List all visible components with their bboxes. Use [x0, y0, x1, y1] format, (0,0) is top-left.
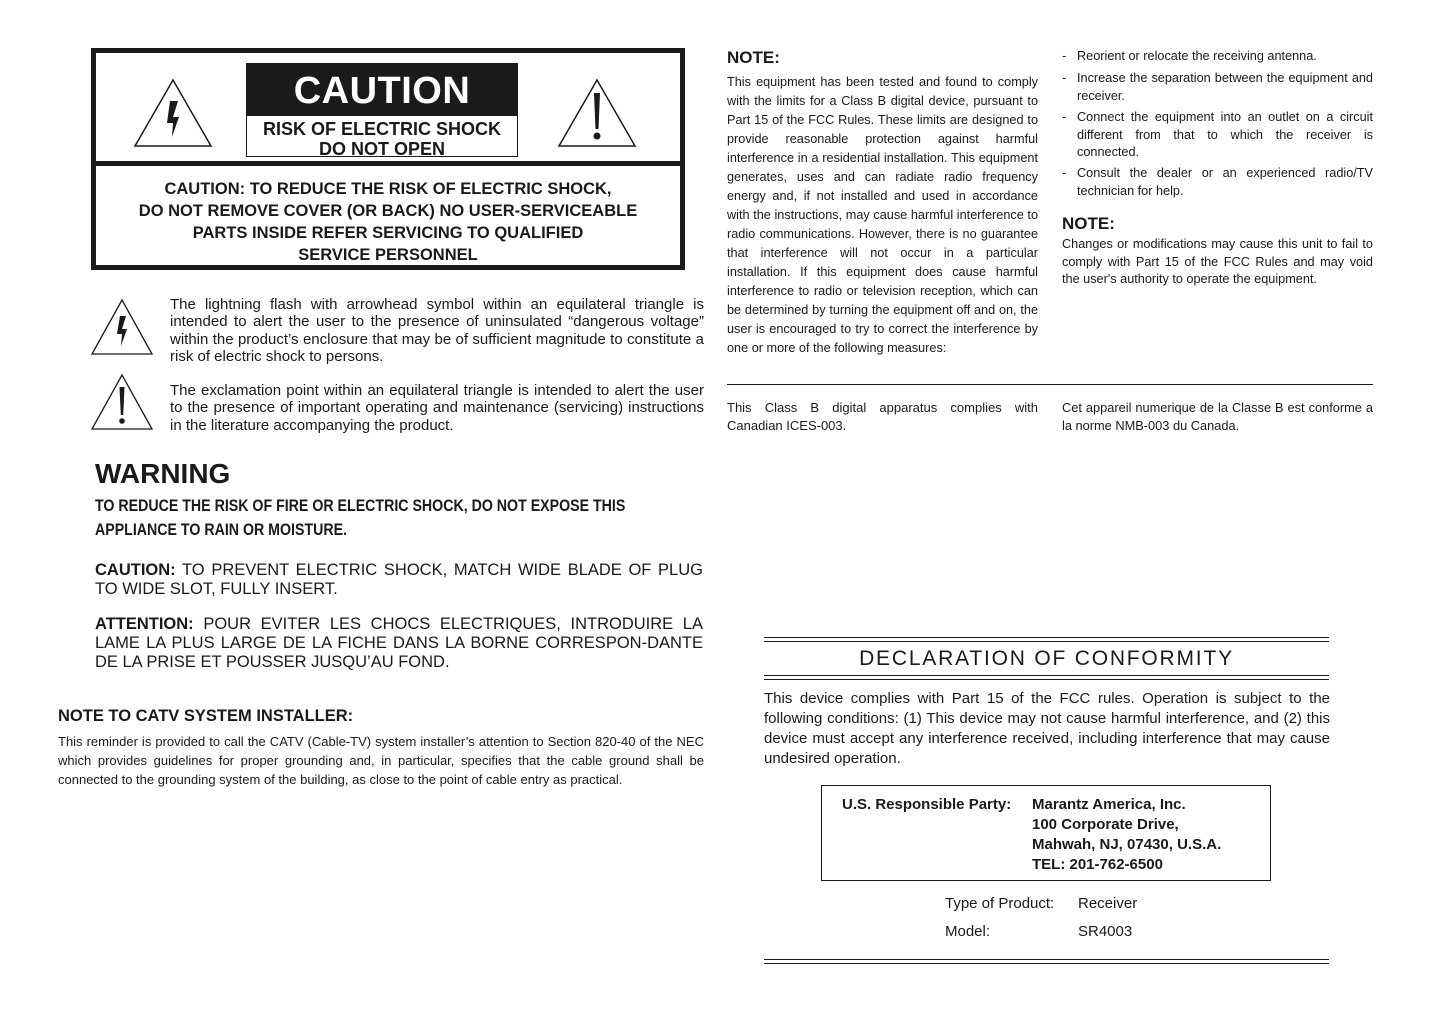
plug-caution-label: CAUTION:: [95, 561, 176, 579]
declaration-text: This device complies with Part 15 of the FCC rules. Operation is subject to the following conditions: (1) This device may not cause harmful interference, and (2) this device must accept any interference received, including interference that may cause undesired operation.: [764, 690, 1330, 767]
plug-caution-paragraph: [95, 561, 703, 599]
model-value: SR4003: [1078, 923, 1133, 940]
responsible-party-line: Mahwah, NJ, 07430, U.S.A.: [1032, 836, 1222, 853]
measure-text: Consult the dealer or an experienced radio/TV technician for help.: [1077, 166, 1373, 198]
note2-title: NOTE:: [1062, 214, 1115, 233]
section-divider: [727, 384, 1373, 385]
exclamation-triangle-icon: [90, 373, 154, 431]
product-type-value: Receiver: [1078, 895, 1138, 912]
measure-text: Reorient or relocate the receiving antenna.: [1077, 49, 1317, 63]
catv-text: This reminder is provided to call the CATV (Cable-TV) system installer’s attention to Section 820-40 of the NEC which provides guidelines for proper grounding and, in particular, specifies that the cable ground shall be connected to the grounding system of the building, as close to the point of cable entry as practical.: [58, 734, 704, 787]
model-label: Model:: [945, 923, 991, 940]
declaration-title: DECLARATION OF CONFORMITY: [859, 647, 1234, 670]
attention-label: ATTENTION:: [95, 615, 194, 633]
canadian-english-text: This Class B digital apparatus complies with Canadian ICES-003.: [727, 400, 1038, 433]
measure-text: Connect the equipment into an outlet on a circuit different from that to which the receiver is connected.: [1077, 110, 1373, 159]
lightning-triangle-icon: [90, 298, 154, 356]
product-type-label: Type of Product:: [945, 895, 1055, 912]
caution-body-line: DO NOT REMOVE COVER (OR BACK) NO USER-SERVICEABLE: [138, 202, 638, 220]
caution-title-block: [246, 63, 518, 157]
responsible-party-label: U.S. Responsible Party:: [842, 796, 1012, 813]
exclamation-symbol-text: The exclamation point within an equilateral triangle is intended to alert the user to the presence of important operating and maintenance (servicing) instructions in the literature accompanying the product.: [170, 382, 704, 434]
attention-paragraph: [95, 615, 703, 672]
warning-text: TO REDUCE THE RISK OF FIRE OR ELECTRIC SHOCK, DO NOT EXPOSE THIS APPLIANCE TO RAIN OR MOISTURE.: [95, 497, 626, 539]
measure-item: - Increase the separation between the equipment and receiver.: [1062, 70, 1373, 105]
responsible-party-line: Marantz America, Inc.: [1032, 796, 1186, 813]
declaration-top-rule: [764, 637, 1329, 642]
caution-body-line: SERVICE PERSONNEL: [298, 246, 478, 264]
responsible-party-line: TEL: 201-762-6500: [1032, 856, 1163, 873]
measure-text: Increase the separation between the equipment and receiver.: [1077, 71, 1373, 103]
note2-text: Changes or modifications may cause this unit to fail to comply with Part 15 of the FCC Rules and may void the user's authority to operate the equipment.: [1062, 237, 1373, 286]
catv-title: NOTE TO CATV SYSTEM INSTALLER:: [58, 707, 354, 725]
declaration-title-rule: [764, 675, 1329, 680]
warning-title: WARNING: [95, 458, 231, 489]
caution-body: [96, 178, 680, 266]
caution-body-line: CAUTION: TO REDUCE THE RISK OF ELECTRIC SHOCK,: [164, 180, 612, 198]
exclamation-warning-icon: [556, 77, 638, 149]
measure-item: - Reorient or relocate the receiving antenna.: [1062, 48, 1373, 66]
attention-text: POUR EVITER LES CHOCS ELECTRIQUES, INTRODUIRE LA LAME LA PLUS LARGE DE LA FICHE DANS LA BORNE CORRESPON-DANTE DE LA PRISE ET POUSSER JUSQU’AU FOND.: [95, 615, 703, 671]
caution-subtitle-line2: DO NOT OPEN: [318, 139, 445, 159]
declaration-bottom-rule: [764, 959, 1329, 964]
measure-item: - Consult the dealer or an experienced radio/TV technician for help.: [1062, 165, 1373, 200]
caution-title: CAUTION: [247, 64, 517, 116]
responsible-party-line: 100 Corporate Drive,: [1032, 816, 1179, 833]
caution-divider: [96, 161, 680, 166]
lightning-warning-icon: [132, 77, 214, 149]
fcc-note-text: This equipment has been tested and found to comply with the limits for a Class B digital device, pursuant to Part 15 of the FCC Rules. These limits are designed to provide reasonable protection against harmful interference in a residential installation. This equipment generates, uses and can radiate radio frequency energy and, if not installed and used in accordance with the instructions, may cause harmful interference to radio communications. However, there is no guarantee that interference will not occur in a particular installation. If this equipment does cause harmful interference to radio or television reception, which can be determined by turning the equipment off and on, the user is encouraged to try to correct the interference by one or more of the following measures:: [727, 75, 1038, 355]
caution-box: [91, 48, 685, 270]
fcc-note-title: NOTE:: [727, 48, 780, 67]
lightning-symbol-text: The lightning flash with arrowhead symbol within an equilateral triangle is intended to alert the user to the presence of uninsulated “dangerous voltage” within the product’s enclosure that may be of sufficient magnitude to constitute a risk of electric shock to persons.: [170, 296, 704, 365]
canadian-french-text: Cet appareil numerique de la Classe B est conforme a la norme NMB-003 du Canada.: [1062, 400, 1373, 433]
responsible-party-box: [821, 785, 1271, 881]
plug-caution-text: TO PREVENT ELECTRIC SHOCK, MATCH WIDE BLADE OF PLUG TO WIDE SLOT, FULLY INSERT.: [95, 561, 703, 598]
measure-item: - Connect the equipment into an outlet on a circuit different from that to which the receiver is connected.: [1062, 109, 1373, 162]
caution-subtitle-line1: RISK OF ELECTRIC SHOCK: [262, 119, 501, 139]
caution-body-line: PARTS INSIDE REFER SERVICING TO QUALIFIED: [192, 224, 584, 242]
